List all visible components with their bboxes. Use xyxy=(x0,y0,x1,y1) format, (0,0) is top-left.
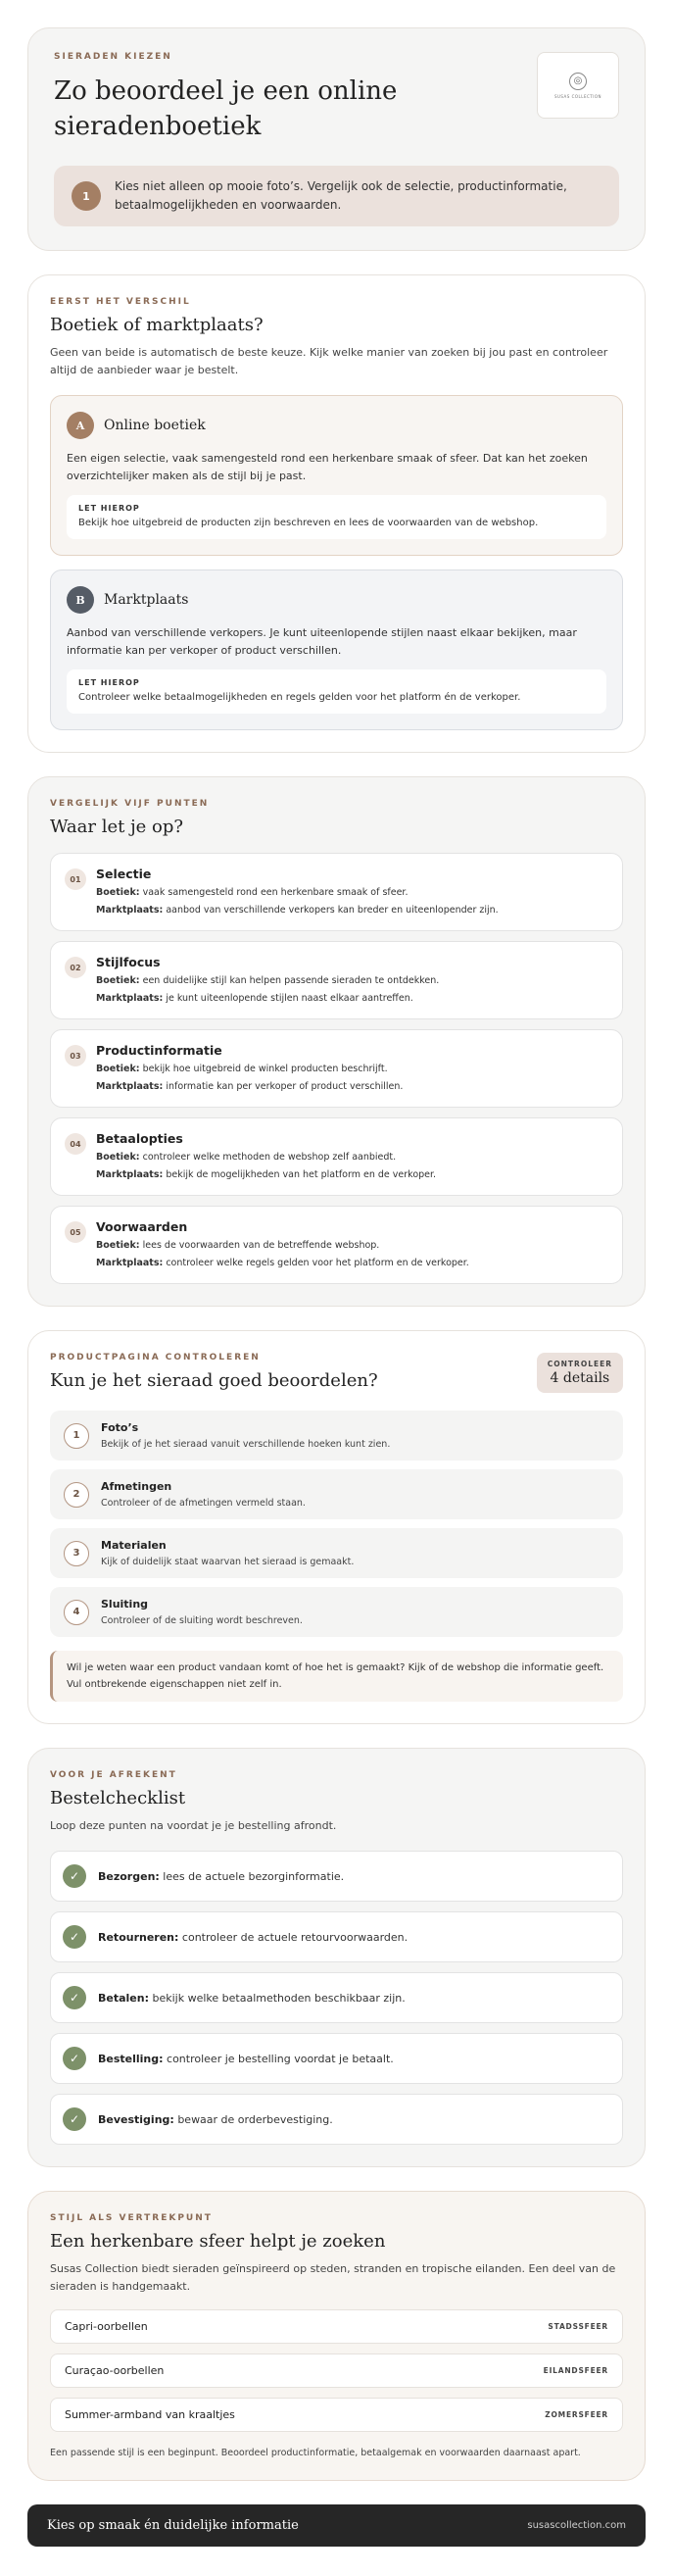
point-markt-text: informatie kan per verkoper of product verschillen. xyxy=(166,1081,404,1092)
product-row xyxy=(50,2353,623,2388)
detail-item xyxy=(50,1587,623,1637)
detail-number: 2 xyxy=(64,1482,89,1508)
checklist-item xyxy=(50,2033,623,2084)
point-item xyxy=(50,941,623,1019)
five-title: Waar let je op? xyxy=(50,817,184,837)
option-header xyxy=(67,586,606,614)
point-item xyxy=(50,1029,623,1108)
brand-logo xyxy=(537,52,619,119)
point-boetiek-text: lees de voorwaarden van de betreffende webshop. xyxy=(142,1240,380,1251)
point-boetiek-text: een duidelijke stijl kan helpen passende sieraden te ontdekken. xyxy=(142,975,440,986)
product-row xyxy=(50,2398,623,2432)
point-boetiek-line xyxy=(96,886,499,899)
boetiek-label: Boetiek: xyxy=(96,887,140,898)
page-title: Zo beoordeel je een online sieradenboetiek xyxy=(54,76,398,141)
tip-label: LET HIEROP xyxy=(78,678,140,687)
detail-title: Sluiting xyxy=(101,1598,149,1610)
point-boetiek-text: vaak samengesteld rond een herkenbare smaak of sfeer. xyxy=(142,887,409,898)
tip-text: Bekijk hoe uitgebreid de producten zijn beschreven en lees de voorwaarden van de webshop. xyxy=(78,518,539,528)
detail-number: 3 xyxy=(64,1541,89,1566)
point-markt-text: aanbod van verschillende verkopers kan breder en uiteenlopender zijn. xyxy=(166,905,499,916)
point-title: Productinformatie xyxy=(96,1043,222,1058)
option-boetiek xyxy=(50,395,623,556)
product-name: Curaçao-oorbellen xyxy=(65,2364,165,2377)
style-eyebrow: STIJL ALS VERTREKPUNT xyxy=(50,2213,213,2223)
count-label: CONTROLEER xyxy=(547,1360,612,1368)
point-number: 02 xyxy=(65,957,86,978)
product-name: Capri-oorbellen xyxy=(65,2320,148,2333)
option-description: Een eigen selectie, vaak samengesteld rond een herkenbare smaak of sfeer. Dat kan het zoeken overzichtelijker maken als de stijl bij je past. xyxy=(67,452,588,482)
checklist-label: Bevestiging: xyxy=(98,2112,174,2126)
style-title: Een herkenbare sfeer helpt je zoeken xyxy=(50,2231,386,2252)
footer-title: Kies op smaak én duidelijke informatie xyxy=(47,2518,299,2533)
point-item xyxy=(50,1117,623,1196)
checklist-item xyxy=(50,2094,623,2145)
boetiek-label: Boetiek: xyxy=(96,1152,140,1163)
footer-url-link[interactable]: susascollection.com xyxy=(527,2520,626,2531)
hero-note-number: 1 xyxy=(72,181,101,211)
markt-label: Marktplaats: xyxy=(96,1081,164,1092)
check-icon: ✓ xyxy=(63,1986,86,2009)
point-title: Selectie xyxy=(96,867,152,881)
point-title: Voorwaarden xyxy=(96,1219,188,1234)
tip-label: LET HIEROP xyxy=(78,504,140,513)
hero-note-text: Kies niet alleen op mooie foto’s. Vergelijk ook de selectie, productinformatie, betaalmogelijkheden en voorwaarden. xyxy=(115,179,567,212)
compare-title: Boetiek of marktplaats? xyxy=(50,315,264,335)
logo-mark-icon: ◎ xyxy=(569,73,587,90)
order-checklist-section xyxy=(27,1748,646,2167)
point-item xyxy=(50,853,623,931)
product-section xyxy=(27,1330,646,1724)
points-list xyxy=(50,853,623,1284)
point-number: 01 xyxy=(65,868,86,890)
option-title: Online boetiek xyxy=(104,418,206,433)
five-eyebrow: VERGELIJK VIJF PUNTEN xyxy=(50,799,210,809)
point-markt-line xyxy=(96,992,439,1005)
product-tag: ZOMERSFEER xyxy=(545,2410,608,2419)
option-badge: B xyxy=(67,586,94,614)
info-callout: Wil je weten waar een product vandaan komt of hoe het is gemaakt? Kijk of de webshop die informatie geeft. Vul ontbrekende eigenschappen niet zelf in. xyxy=(50,1651,623,1702)
detail-number: 1 xyxy=(64,1423,89,1449)
hero-top xyxy=(54,52,619,144)
checklist-item xyxy=(50,1851,623,1902)
detail-item xyxy=(50,1528,623,1578)
point-boetiek-line xyxy=(96,1063,403,1075)
order-title: Bestelchecklist xyxy=(50,1788,186,1808)
detail-text: Bekijk of je het sieraad vanuit verschillende hoeken kunt zien. xyxy=(101,1439,391,1450)
point-markt-line xyxy=(96,1080,403,1093)
detail-text: Kijk of duidelijk staat waarvan het sieraad is gemaakt. xyxy=(101,1557,355,1567)
point-item xyxy=(50,1206,623,1284)
detail-title: Afmetingen xyxy=(101,1480,172,1493)
boetiek-label: Boetiek: xyxy=(96,1064,140,1074)
style-intro: Susas Collection biedt sieraden geïnspireerd op steden, stranden en tropische eilanden. Een deel van de sieraden is handgemaakt. xyxy=(50,2262,616,2293)
checklist-text: controleer je bestelling voordat je betaalt. xyxy=(167,2052,394,2065)
point-boetiek-line xyxy=(96,1239,469,1252)
check-icon: ✓ xyxy=(63,1925,86,1949)
details-count-badge xyxy=(537,1353,623,1393)
check-icon: ✓ xyxy=(63,2047,86,2070)
point-markt-line xyxy=(96,1257,469,1269)
compare-intro: Geen van beide is automatisch de beste keuze. Kijk welke manier van zoeken bij jou past en controleer altijd de aanbieder waar je bestelt. xyxy=(50,346,608,376)
order-eyebrow: VOOR JE AFREKENT xyxy=(50,1770,177,1780)
markt-label: Marktplaats: xyxy=(96,993,164,1004)
hero-eyebrow: SIERADEN KIEZEN xyxy=(54,52,172,62)
check-icon: ✓ xyxy=(63,2107,86,2131)
checklist-text: bewaar de orderbevestiging. xyxy=(177,2112,333,2126)
detail-text: Controleer of de sluiting wordt beschreven. xyxy=(101,1615,303,1626)
point-markt-line xyxy=(96,1168,436,1181)
point-number: 03 xyxy=(65,1045,86,1066)
markt-label: Marktplaats: xyxy=(96,1169,164,1180)
compare-eyebrow: EERST HET VERSCHIL xyxy=(50,297,191,307)
check-icon: ✓ xyxy=(63,1864,86,1888)
five-points-section xyxy=(27,776,646,1307)
option-header xyxy=(67,412,606,439)
footer-bar xyxy=(27,2504,646,2547)
option-badge: A xyxy=(67,412,94,439)
detail-item xyxy=(50,1469,623,1519)
detail-title: Foto’s xyxy=(101,1421,139,1434)
detail-number: 4 xyxy=(64,1600,89,1625)
point-markt-text: bekijk de mogelijkheden van het platform en de verkoper. xyxy=(166,1169,437,1180)
point-markt-text: controleer welke regels gelden voor het platform en de verkoper. xyxy=(166,1258,469,1268)
count-value: 4 details xyxy=(550,1370,610,1386)
compare-section xyxy=(27,274,646,753)
hero-card xyxy=(27,27,646,251)
checklist-label: Retourneren: xyxy=(98,1930,179,1944)
product-row xyxy=(50,2309,623,2344)
product-tag: STADSSFEER xyxy=(548,2322,608,2331)
order-intro: Loop deze punten na voordat je je bestelling afrondt. xyxy=(50,1819,337,1832)
option-tip xyxy=(67,669,606,714)
checklist-label: Bestelling: xyxy=(98,2052,164,2065)
point-title: Stijlfocus xyxy=(96,955,161,969)
option-title: Marktplaats xyxy=(104,592,189,608)
point-markt-line xyxy=(96,904,499,916)
checklist-text: lees de actuele bezorginformatie. xyxy=(163,1869,345,1883)
markt-label: Marktplaats: xyxy=(96,1258,164,1268)
point-number: 04 xyxy=(65,1133,86,1155)
logo-text: SUSAS COLLECTION xyxy=(553,93,602,99)
point-boetiek-line xyxy=(96,974,439,987)
detail-title: Materialen xyxy=(101,1539,167,1552)
checklist-text: bekijk welke betaalmethoden beschikbaar zijn. xyxy=(152,1991,406,2005)
product-eyebrow: PRODUCTPAGINA CONTROLEREN xyxy=(50,1353,261,1362)
point-boetiek-line xyxy=(96,1151,436,1164)
product-header xyxy=(50,1353,623,1393)
point-markt-text: je kunt uiteenlopende stijlen naast elkaar aantreffen. xyxy=(166,993,413,1004)
style-note: Een passende stijl is een beginpunt. Beoordeel productinformatie, betaalgemak en voorwaarden daarnaast apart. xyxy=(50,2448,581,2458)
detail-text: Controleer of de afmetingen vermeld staan. xyxy=(101,1498,306,1509)
point-number: 05 xyxy=(65,1221,86,1243)
option-tip xyxy=(67,495,606,539)
checklist-label: Bezorgen: xyxy=(98,1869,160,1883)
markt-label: Marktplaats: xyxy=(96,905,164,916)
detail-item xyxy=(50,1411,623,1461)
hero-heading xyxy=(54,52,407,144)
boetiek-label: Boetiek: xyxy=(96,975,140,986)
product-title: Kun je het sieraad goed beoordelen? xyxy=(50,1370,378,1391)
tip-text: Controleer welke betaalmogelijkheden en regels gelden voor het platform én de verkoper. xyxy=(78,692,521,703)
checklist-label: Betalen: xyxy=(98,1991,149,2005)
point-boetiek-text: bekijk hoe uitgebreid de winkel producten beschrijft. xyxy=(142,1064,388,1074)
checklist-text: controleer de actuele retourvoorwaarden. xyxy=(181,1930,409,1944)
checklist-item xyxy=(50,1911,623,1962)
product-tag: EILANDSFEER xyxy=(543,2366,608,2375)
option-description: Aanbod van verschillende verkopers. Je kunt uiteenlopende stijlen naast elkaar bekijken, maar informatie kan per verkoper of product verschillen. xyxy=(67,626,577,657)
product-name: Summer-armband van kraaltjes xyxy=(65,2408,235,2421)
point-boetiek-text: controleer welke methoden de webshop zelf aanbiedt. xyxy=(142,1152,397,1163)
boetiek-label: Boetiek: xyxy=(96,1240,140,1251)
hero-note xyxy=(54,166,619,226)
point-title: Betaalopties xyxy=(96,1131,183,1146)
option-marktplaats xyxy=(50,570,623,730)
style-section xyxy=(27,2191,646,2481)
checklist-item xyxy=(50,1972,623,2023)
